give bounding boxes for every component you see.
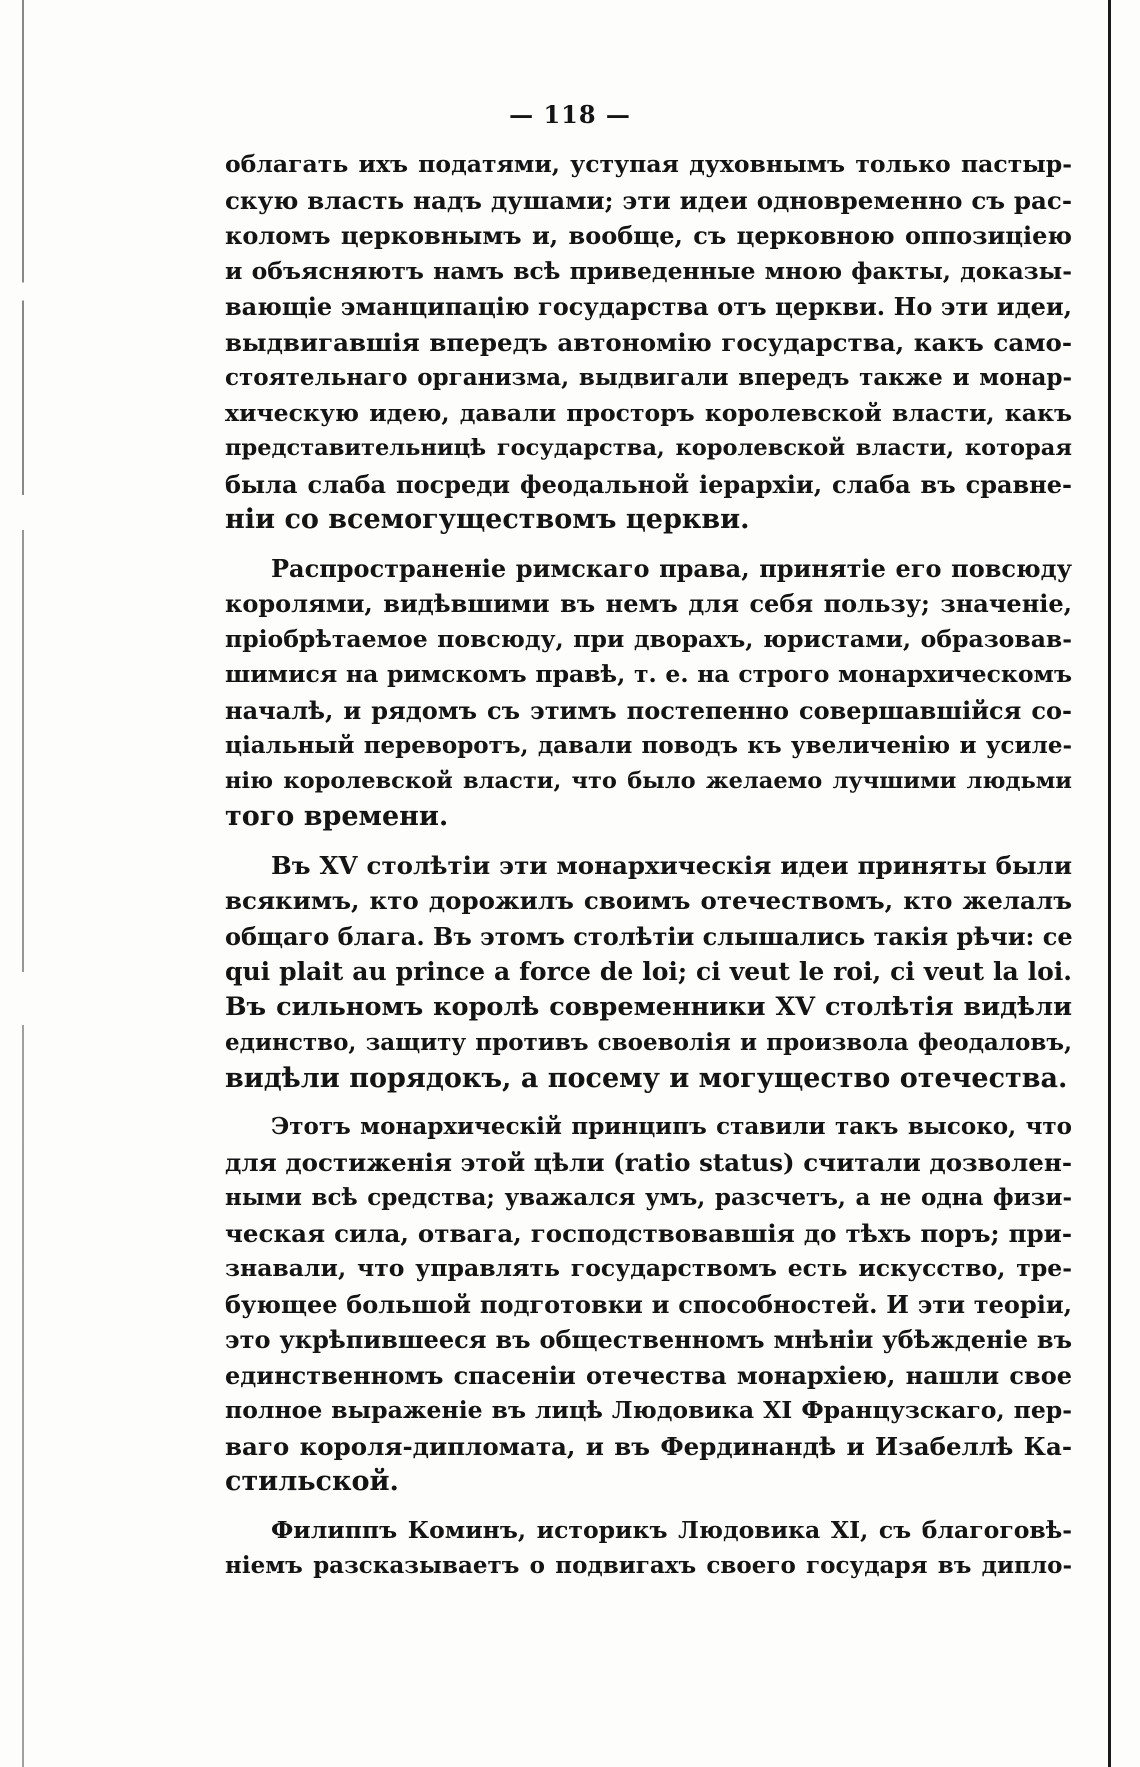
text-line: королями, видѣвшими въ немъ для себя пользу; значеніе, xyxy=(225,589,1072,618)
text-line: ными всѣ средства; уважался умъ, разсчетъ, а не одна физи- xyxy=(225,1184,1072,1211)
text-line: Этотъ монархическій принципъ ставили такъ высоко, что xyxy=(271,1113,1072,1140)
text-line: стоятельнаго организма, выдвигали впередъ также и монар- xyxy=(225,364,1072,391)
text-line: знавали, что управлять государствомъ есть искусство, тре- xyxy=(225,1254,1072,1282)
text-line: стильской. xyxy=(225,1466,399,1497)
text-line: выдвигавшія впередъ автономію государства, какъ само- xyxy=(225,327,1072,357)
page-number: — 118 — xyxy=(509,100,631,129)
paragraph-2 xyxy=(225,551,1072,835)
text-line: единство, защиту противъ своеволія и произвола феодаловъ, xyxy=(225,1029,1072,1056)
text-line: того времени. xyxy=(225,801,449,832)
text-line: вающіе эманципацію государства отъ церкви. Но эти идеи, xyxy=(225,292,1072,321)
text-line: единственномъ спасеніи отечества монархіею, нашли свое xyxy=(225,1360,1072,1390)
text-line: видѣли порядокъ, а посему и могущество отечества. xyxy=(225,1062,1068,1094)
binding-edge-right xyxy=(1108,0,1111,1767)
binding-edge-left xyxy=(22,0,24,1767)
text-line: ваго короля-дипломата, и въ Фердинандѣ и Изабеллѣ Ка- xyxy=(225,1431,1072,1461)
text-line: скую власть надъ душами; эти идеи одновременно съ рас- xyxy=(225,185,1072,215)
paragraph-1 xyxy=(225,147,1072,538)
text-line: представительницѣ государства, королевской власти, которая xyxy=(225,435,1072,461)
text-line: qui plait au prince a force de loi; ci veut le roi, ci veut la loi. xyxy=(225,957,1072,986)
text-line: была слаба посреди феодальной іерархіи, слаба въ сравне- xyxy=(225,469,1072,499)
text-line: полное выраженіе въ лицѣ Людовика XI Французскаго, пер- xyxy=(225,1396,1072,1424)
text-line: ческая сила, отвага, господствовавшія до тѣхъ поръ; при- xyxy=(225,1218,1072,1248)
paragraph-4 xyxy=(225,1109,1072,1500)
text-line: бующее большой подготовки и способностей. И эти теоріи, xyxy=(225,1289,1072,1319)
text-line: нію королевской власти, что было желаемо лучшими людьми xyxy=(225,767,1072,794)
text-line: Въ XV столѣтіи эти монархическія идеи приняты были xyxy=(271,850,1072,880)
text-line: коломъ церковнымъ и, вообще, съ церковною оппозиціею xyxy=(225,221,1072,250)
paragraph-5 xyxy=(225,1513,1072,1584)
text-line: ніемъ разсказываетъ о подвигахъ своего государя въ дипло- xyxy=(225,1552,1072,1579)
text-line: Въ сильномъ королѣ современники XV столѣтія видѣли xyxy=(225,991,1072,1022)
text-line: для достиженія этой цѣли (ratio status) считали дозволен- xyxy=(225,1147,1072,1177)
text-line: Филиппъ Коминъ, историкъ Людовика XI, съ благоговѣ- xyxy=(271,1515,1072,1544)
text-line: и объясняютъ намъ всѣ приведенные мною факты, доказы- xyxy=(225,256,1072,285)
text-line: общаго блага. Въ этомъ столѣтіи слышались такія рѣчи: ce xyxy=(225,921,1073,951)
text-line: шимися на римскомъ правѣ, т. е. на строго монархическомъ xyxy=(225,660,1072,688)
text-line: это укрѣпившееся въ общественномъ мнѣніи убѣжденіе въ xyxy=(225,1325,1072,1354)
text-line: ніи со всемогуществомъ церкви. xyxy=(225,504,750,535)
text-line: облагать ихъ податями, уступая духовнымъ только пастыр- xyxy=(225,150,1072,178)
text-line: ціальный переворотъ, давали поводъ къ увеличенію и усиле- xyxy=(225,732,1072,759)
text-line: хическую идею, давали просторъ королевской власти, какъ xyxy=(225,398,1072,427)
text-line: Распространеніе римскаго права, принятіе его повсюду xyxy=(271,553,1072,583)
text-line: всякимъ, кто дорожилъ своимъ отечествомъ, кто желалъ xyxy=(225,886,1072,915)
text-line: началѣ, и рядомъ съ этимъ постепенно совершавшійся со- xyxy=(225,695,1072,725)
body-text xyxy=(225,147,1072,1584)
paragraph-3 xyxy=(225,848,1072,1097)
text-line: пріобрѣтаемое повсюду, при дворахъ, юристами, образовав- xyxy=(225,624,1072,653)
